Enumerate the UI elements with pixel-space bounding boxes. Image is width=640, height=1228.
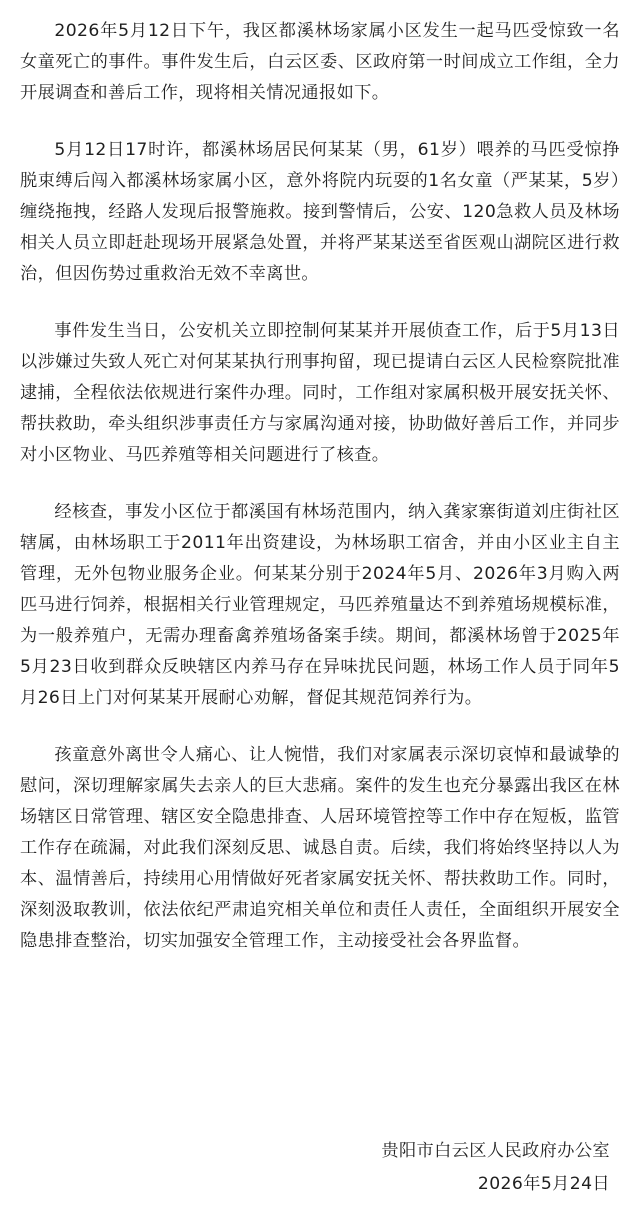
issue-date: 2026年5月24日 <box>477 1174 610 1194</box>
paragraph-investigation: 事件发生当日，公安机关立即控制何某某并开展侦查工作，后于5月13日以涉嫌过失致人死亡对何某某执行刑事拘留，现已提请白云区人民检察院批准逮捕，全程依法依规进行案件办理。同时，工作组对家属积极开展安抚关怀、帮扶救助，牵头组织涉事责任方与家属沟通对接，协助做好善后工作，并同步对小区物业、马匹养殖等相关问题进行了核查。 <box>20 321 620 465</box>
issuer-name: 贵阳市白云区人民政府办公室 <box>381 1141 610 1161</box>
notice-body <box>20 16 620 983</box>
paragraph-intro: 2026年5月12日下午，我区都溪林场家属小区发生一起马匹受惊致一名女童死亡的事件。事件发生后，白云区委、区政府第一时间成立工作组，全力开展调查和善后工作，现将相关情况通报如下。 <box>20 21 620 103</box>
paragraph-verification: 经核查，事发小区位于都溪国有林场范围内，纳入龚家寨街道刘庄街社区辖属，由林场职工于2011年出资建设，为林场职工宿舍，并由小区业主自主管理，无外包物业服务企业。何某某分别于2024年5月、2026年3月购入两匹马进行饲养，根据相关行业管理规定，马匹养殖量达不到养殖场规模标准，为一般养殖户，无需办理畜禽养殖场备案手续。期间，都溪林场曾于2025年5月23日收到群众反映辖区内养马存在异味扰民问题，林场工作人员于同年5月26日上门对何某某开展耐心劝解，督促其规范饲养行为。 <box>20 502 620 708</box>
paragraph-reflection: 孩童意外离世令人痛心、让人惋惜，我们对家属表示深切哀悼和最诚挚的慰问，深切理解家属失去亲人的巨大悲痛。案件的发生也充分暴露出我区在林场辖区日常管理、辖区安全隐患排查、人居环境管控等工作中存在短板，监管工作存在疏漏，对此我们深刻反思、诚恳自责。后续，我们将始终坚持以人为本、温情善后，持续用心用情做好死者家属安抚关怀、帮扶救助工作。同时，深刻汲取教训，依法依纪严肃追究相关单位和责任人责任，全面组织开展安全隐患排查整治，切实加强安全管理工作，主动接受社会各界监督。 <box>20 745 620 951</box>
paragraph-incident: 5月12日17时许，都溪林场居民何某某（男，61岁）喂养的马匹受惊挣脱束缚后闯入都溪林场家属小区，意外将院内玩耍的1名女童（严某某，5岁）缠绕拖拽，经路人发现后报警施救。接到警情后，公安、120急救人员及林场相关人员立即赶赴现场开展紧急处置，并将严某某送至省医观山湖院区进行救治，但因伤势过重救治无效不幸离世。 <box>20 140 620 284</box>
signature-block <box>381 1135 610 1201</box>
